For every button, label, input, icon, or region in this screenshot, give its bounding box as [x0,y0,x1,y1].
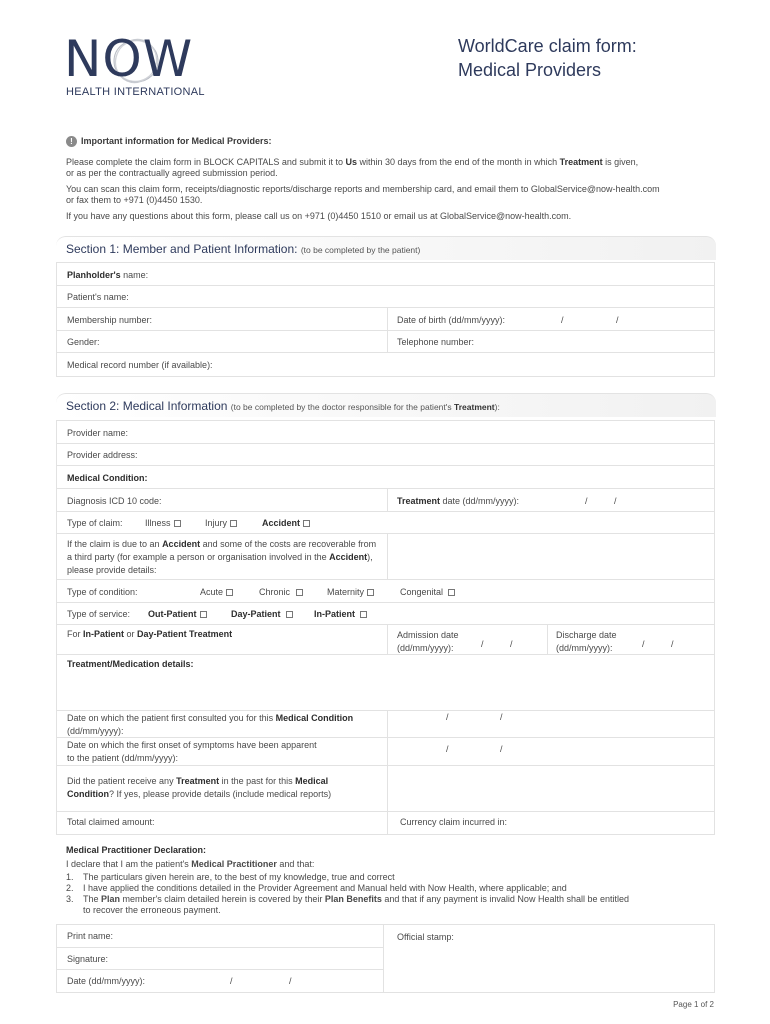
in-patient-option[interactable] [314,609,367,620]
total-claimed-label[interactable]: Total claimed amount: [67,817,155,827]
info-text: or fax them to +971 (0)4450 1530. [66,195,203,205]
planholder-text: name: [120,270,149,280]
item-term: Plan [101,894,121,904]
diagnosis-row [57,489,714,512]
item-text: The particulars given herein are, to the best of my knowledge, true and correct [83,872,395,882]
item-text-part: and that if any payment is invalid Now Health shall be entitled [381,894,629,904]
injury-checkbox[interactable] [230,520,237,527]
gender-label[interactable]: Gender: [67,337,100,347]
maternity-label: Maternity [327,587,365,597]
declaration-intro [66,859,716,870]
consult-term: Medical Condition [275,713,354,723]
accident-text: a third party (for example a person or organisation involved in the [67,552,330,562]
past-treatment-label [67,775,331,801]
admission-text: (dd/mm/yyyy): [397,643,454,653]
divider [387,812,388,834]
day-patient-checkbox[interactable] [286,611,293,618]
dob-label[interactable]: Date of birth (dd/mm/yyyy): [397,315,506,325]
treatment-details-label: Treatment/Medication details: [67,659,194,669]
accident-text: please provide details: [67,565,157,575]
admission-text: Admission date [397,630,459,640]
membership-label[interactable]: Membership number: [67,315,153,325]
title-line-1: WorldCare claim form: [458,36,637,56]
title-line-2: Medical Providers [458,60,602,80]
divider [387,625,388,654]
info-text: You can scan this claim form, receipts/diagnostic reports/discharge reports and membership card, and email them to GlobalService@now-health.com [66,184,660,194]
declaration [66,845,716,916]
print-name-row[interactable] [57,925,383,948]
info-text: Please complete the claim form in BLOCK CAPITALS and submit it to [66,157,346,167]
currency-label[interactable]: Currency claim incurred in: [400,817,508,827]
signature-form [56,924,715,993]
admission-row [57,625,714,655]
section-2-title-text: Section 2: Medical Information [66,399,228,413]
provider-address-label: Provider address: [67,450,138,460]
item-term: Plan Benefits [324,894,382,904]
congenital-option[interactable] [400,587,455,598]
date-slash: / [500,744,503,754]
section-1-title-text: Section 1: Member and Patient Information: [66,242,298,256]
onset-row [57,738,714,766]
consult-text: (dd/mm/yyyy): [67,726,124,736]
page-title [458,34,637,82]
item-text [83,894,629,916]
subtitle-text: (to be completed by the doctor responsible for the patient's [230,402,454,412]
acute-checkbox[interactable] [226,589,233,596]
divider [383,925,384,992]
divider [387,534,388,579]
planholder-row[interactable] [57,263,714,286]
for-text: For [67,629,84,639]
date-slash: / [500,712,503,722]
info-heading [66,136,706,147]
discharge-text: Discharge date [556,630,617,640]
official-stamp-label[interactable]: Official stamp: [397,932,454,942]
patient-name-label: Patient's name: [67,292,129,302]
info-paragraph-1 [66,157,706,179]
acute-option[interactable] [200,587,233,598]
congenital-checkbox[interactable] [448,589,455,596]
type-of-claim-row [57,512,714,534]
past-treatment-row [57,766,714,812]
declaration-text: and that: [276,859,315,869]
total-claimed-row [57,812,714,834]
out-patient-checkbox[interactable] [200,611,207,618]
accident-term: Accident [329,552,368,562]
type-of-service-row [57,603,714,625]
page-number: Page 1 of 2 [673,1000,714,1009]
for-in-day-patient-label [67,629,232,640]
declaration-heading: Medical Practitioner Declaration: [66,845,207,855]
illness-label: Illness [145,518,171,528]
past-term: Medical [295,776,329,786]
declaration-term: Medical Practitioner [191,859,277,869]
date-slash: / [446,712,449,722]
declaration-text: I declare that I am the patient's [66,859,192,869]
medical-record-label: Medical record number (if available): [67,360,213,370]
info-term: Us [345,157,357,167]
in-patient-label: In-Patient [314,609,356,619]
planholder-label [67,270,148,281]
past-text: Did the patient receive any [67,776,177,786]
logo-word: NOW [64,30,194,88]
first-consult-label [67,712,353,738]
date-label: Date (dd/mm/yyyy): [67,976,146,986]
date-slash: / [510,639,513,649]
section-1-title [66,242,420,256]
day-patient-option[interactable] [231,609,293,620]
patient-name-row[interactable] [57,286,714,308]
accident-details-row [57,534,714,580]
section-2-header [56,393,716,417]
accident-text: ), [367,552,373,562]
section-1-form [56,262,715,377]
info-text: within 30 days from the end of the month in which [356,157,560,167]
treatment-date-text: date (dd/mm/yyyy): [440,496,520,506]
maternity-checkbox[interactable] [367,589,374,596]
type-of-condition-row [57,580,714,603]
accident-option[interactable] [262,518,310,529]
section-1-header [56,236,716,260]
divider [387,738,388,765]
accident-details-label [67,538,383,577]
treatment-date-label[interactable] [397,496,519,507]
past-text: in the past for this [219,776,296,786]
info-paragraph-3: If you have any questions about this form, please call us on +971 (0)4450 1510 or email us at GlobalService@now-health.com. [66,211,572,221]
date-slash: / [585,496,588,506]
membership-row [57,308,714,331]
divider [387,308,388,330]
out-patient-label: Out-Patient [148,609,197,619]
telephone-label[interactable]: Telephone number: [397,337,475,347]
discharge-date-label[interactable] [556,629,617,655]
onset-text: Date on which the first onset of symptoms have been apparent [67,740,317,750]
subtitle-term: Treatment [454,402,495,412]
declaration-item-3 [66,894,716,916]
provider-name-row[interactable] [57,421,714,444]
declaration-item-2 [66,883,716,894]
gender-row [57,331,714,353]
day-patient-label: Day-Patient [231,609,281,619]
item-number: 3. [66,894,74,904]
signature-label: Signature: [67,954,109,964]
declaration-item-1 [66,872,716,883]
onset-text: to the patient (dd/mm/yyyy): [67,753,179,763]
divider [387,711,388,737]
date-slash: / [230,976,233,986]
logo-subtitle: HEALTH INTERNATIONAL [66,86,205,98]
section-2-title [66,399,500,413]
date-slash: / [642,639,645,649]
date-slash: / [446,744,449,754]
type-of-condition-label: Type of condition: [67,587,138,597]
accident-term: Accident [162,539,201,549]
info-heading-text: Important information for Medical Providers: [81,136,272,146]
print-name-label: Print name: [67,931,114,941]
for-text: or [124,629,138,639]
chronic-option[interactable] [259,587,303,598]
acute-label: Acute [200,587,224,597]
injury-option[interactable] [205,518,237,529]
discharge-text: (dd/mm/yyyy): [556,643,613,653]
planholder-term: Planholder's [67,270,121,280]
congenital-label: Congenital [400,587,444,597]
item-text: I have applied the conditions detailed in the Provider Agreement and Manual held with Now Health, where applicable; and [83,883,567,893]
divider [387,489,388,511]
type-of-service-label: Type of service: [67,609,131,619]
medical-condition-row[interactable] [57,466,714,489]
item-text-part: member's claim detailed herein is covered by their [120,894,325,904]
injury-label: Injury [205,518,228,528]
accident-text: If the claim is due to an [67,539,163,549]
info-paragraph-2 [66,184,706,206]
date-slash: / [614,496,617,506]
treatment-details-row[interactable] [57,655,714,711]
past-text: ? If yes, please provide details (include medical reports) [109,789,332,799]
date-slash: / [561,315,564,325]
onset-label [67,739,317,765]
past-term: Treatment [176,776,220,786]
section-1-subtitle: (to be completed by the patient) [300,245,421,255]
subtitle-text: ): [494,402,500,412]
accident-text: and some of the costs are recoverable from [200,539,377,549]
treatment-term: Treatment [397,496,441,506]
divider [387,331,388,352]
consult-text: Date on which the patient first consulted you for this [67,713,276,723]
out-patient-option[interactable] [148,609,207,620]
for-term: Day-Patient Treatment [137,629,233,639]
info-term: Treatment [559,157,603,167]
medical-condition-label: Medical Condition: [67,473,148,483]
important-info [66,136,706,227]
item-number: 2. [66,883,74,893]
medical-record-row[interactable] [57,353,714,376]
item-text-part: The [83,894,102,904]
date-slash: / [289,976,292,986]
divider [387,766,388,811]
info-text: is given, [602,157,639,167]
diagnosis-label[interactable]: Diagnosis ICD 10 code: [67,496,162,506]
chronic-label: Chronic [259,587,291,597]
provider-address-row[interactable] [57,444,714,466]
past-term: Condition [67,789,109,799]
type-of-claim-label: Type of claim: [67,518,123,528]
maternity-option[interactable] [327,587,374,598]
accident-checkbox[interactable] [303,520,310,527]
section-2-form [56,420,715,835]
for-term: In-Patient [83,629,125,639]
provider-name-label: Provider name: [67,428,129,438]
info-icon: ! [66,136,77,147]
illness-checkbox[interactable] [174,520,181,527]
signature-left [57,925,383,993]
logo [64,30,224,104]
date-slash: / [616,315,619,325]
accident-label: Accident [262,518,301,528]
item-number: 1. [66,872,74,882]
info-text: or as per the contractually agreed submission period. [66,168,278,178]
first-consult-row [57,711,714,738]
illness-option[interactable] [145,518,181,529]
item-text-part: to recover the erroneous payment. [83,905,221,915]
date-slash: / [481,639,484,649]
admission-date-label[interactable] [397,629,459,655]
date-slash: / [671,639,674,649]
signature-row[interactable] [57,948,383,970]
date-row[interactable] [57,970,383,993]
chronic-checkbox[interactable] [296,589,303,596]
in-patient-checkbox[interactable] [360,611,367,618]
section-2-subtitle [231,402,500,412]
divider [547,625,548,654]
